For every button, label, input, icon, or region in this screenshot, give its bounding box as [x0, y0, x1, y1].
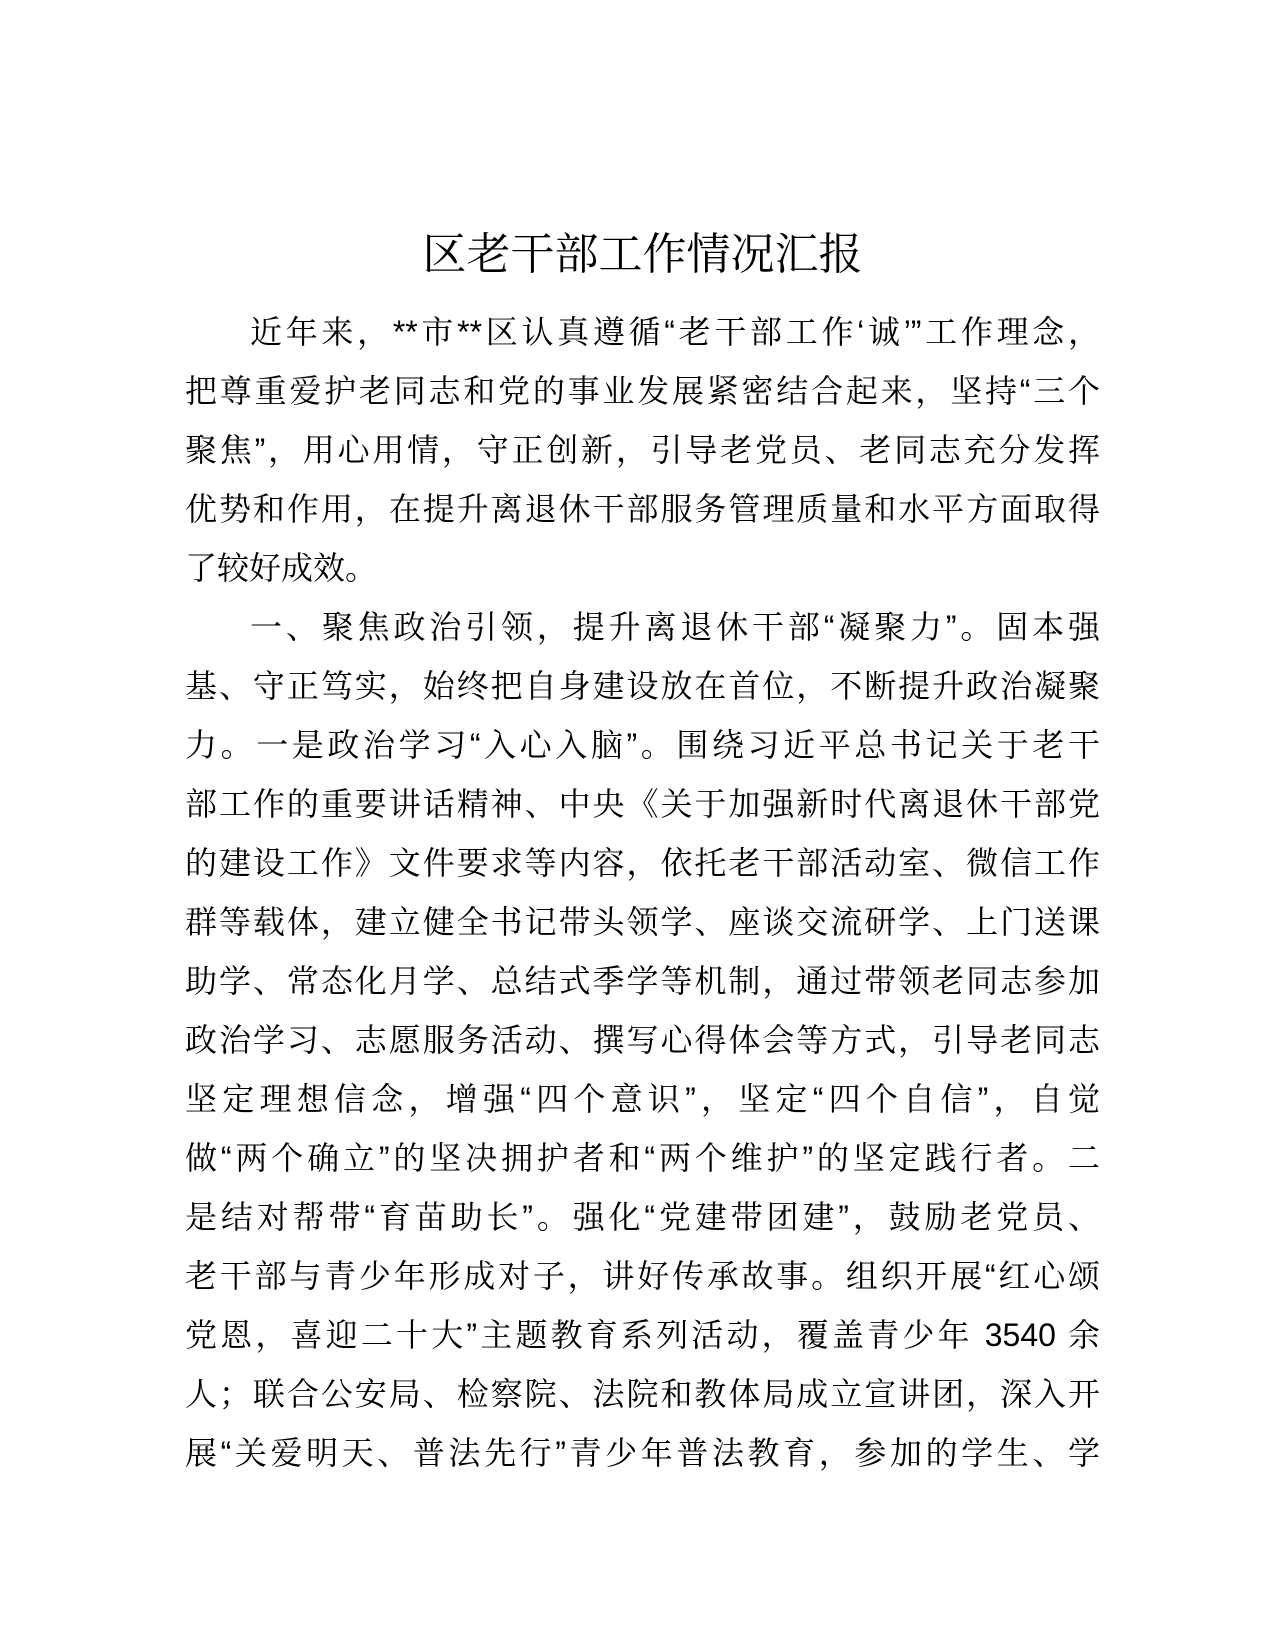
text-line: 群等载体，建立健全书记带头领学、座谈交流研学、上门送课	[185, 904, 1100, 940]
text-line: 把尊重爱护老同志和党的事业发展紧密结合起来，坚持“三个	[185, 373, 1100, 409]
text-line: 老干部与青少年形成对子，讲好传承故事。组织开展“红心颂	[185, 1258, 1100, 1294]
text-line: 坚定理想信念，增强“四个意识”，坚定“四个自信”，自觉	[185, 1081, 1100, 1117]
text-line: 力。一是政治学习“入心入脑”。围绕习近平总书记关于老干	[185, 727, 1100, 763]
text-line: 助学、常态化月学、总结式季学等机制，通过带领老同志参加	[185, 963, 1100, 999]
paragraph	[185, 303, 1100, 598]
text-line: 展“关爱明天、普法先行”青少年普法教育，参加的学生、学	[185, 1435, 1100, 1471]
text-line: 人；联合公安局、检察院、法院和教体局成立宣讲团，深入开	[185, 1376, 1100, 1412]
text-line: 优势和作用，在提升离退休干部服务管理质量和水平方面取得	[185, 491, 1100, 527]
text-line: 一、聚焦政治引领，提升离退休干部“凝聚力”。固本强	[250, 609, 1100, 645]
text-line: 政治学习、志愿服务活动、撰写心得体会等方式，引导老同志	[185, 1022, 1100, 1058]
document-body	[185, 303, 1100, 1483]
document-content	[185, 227, 1100, 1483]
text-line: 的建设工作》文件要求等内容，依托老干部活动室、微信工作	[185, 845, 1100, 881]
text-line: 部工作的重要讲话精神、中央《关于加强新时代离退休干部党	[185, 786, 1100, 822]
text-line: 基、守正笃实，始终把自身建设放在首位，不断提升政治凝聚	[185, 668, 1100, 704]
text-line: 党恩，喜迎二十大”主题教育系列活动，覆盖青少年 3540 余	[185, 1317, 1100, 1353]
text-line: 聚焦”，用心用情，守正创新，引导老党员、老同志充分发挥	[185, 432, 1100, 468]
paragraph	[185, 598, 1100, 1483]
text-line: 近年来，**市**区认真遵循“老干部工作‘诚’”工作理念，	[250, 314, 1100, 350]
text-line: 做“两个确立”的坚决拥护者和“两个维护”的坚定践行者。二	[185, 1140, 1100, 1176]
text-line: 了较好成效。	[185, 550, 378, 586]
document-title: 区老干部工作情况汇报	[422, 230, 863, 279]
text-line: 是结对帮带“育苗助长”。强化“党建带团建”，鼓励老党员、	[185, 1199, 1100, 1235]
